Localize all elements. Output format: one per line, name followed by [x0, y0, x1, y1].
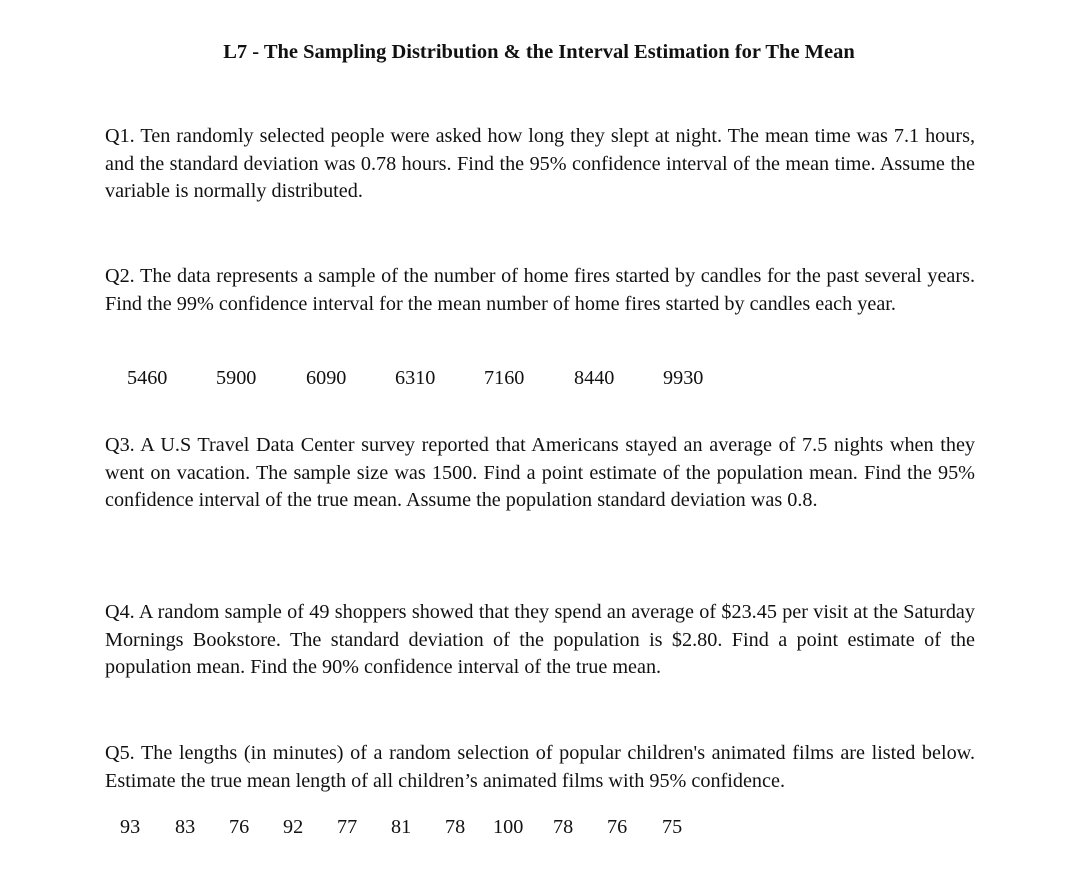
data-value: 100: [493, 816, 524, 838]
data-value: 78: [553, 816, 574, 838]
data-value: 78: [445, 816, 466, 838]
data-value: 76: [607, 816, 628, 838]
data-value: 76: [229, 816, 250, 838]
data-value: 75: [662, 816, 683, 838]
question-5-text: Q5. The lengths (in minutes) of a random selection of popular children's animated films are listed below. Estimate the true mean length of all children’s animated films with 95% confidence.: [105, 742, 975, 792]
data-value: 7160: [484, 367, 525, 389]
data-value: 6310: [395, 367, 436, 389]
question-2-text: Q2. The data represents a sample of the number of home fires started by candles for the past several years. Find the 99% confidence interval for the mean number of home fires started by candles each year.: [105, 265, 975, 315]
question-3-text: Q3. A U.S Travel Data Center survey reported that Americans stayed an average of 7.5 nights when they went on vacation. The sample size was 1500. Find a point estimate of the population mean. Find the 95% confidence interval of the true mean. Assume the population standard deviation was 0.8.: [105, 434, 975, 511]
question-1-text: Q1. Ten randomly selected people were asked how long they slept at night. The mean time was 7.1 hours, and the standard deviation was 0.78 hours. Find the 95% confidence interval of the mean time. Assume the variable is normally distributed.: [105, 125, 975, 202]
data-value: 6090: [306, 367, 347, 389]
data-value: 93: [120, 816, 141, 838]
document-title: L7 - The Sampling Distribution & the Interval Estimation for The Mean: [223, 41, 855, 63]
data-value: 81: [391, 816, 412, 838]
data-value: 83: [175, 816, 196, 838]
question-4-text: Q4. A random sample of 49 shoppers showed that they spend an average of $23.45 per visit at the Saturday Mornings Bookstore. The standard deviation of the population is $2.80. Find a point estimate of the population mean. Find the 90% confidence interval of the true mean.: [105, 601, 975, 678]
data-value: 77: [337, 816, 358, 838]
data-value: 8440: [574, 367, 615, 389]
data-value: 92: [283, 816, 304, 838]
data-value: 5900: [216, 367, 257, 389]
data-value: 9930: [663, 367, 704, 389]
data-value: 5460: [127, 367, 168, 389]
